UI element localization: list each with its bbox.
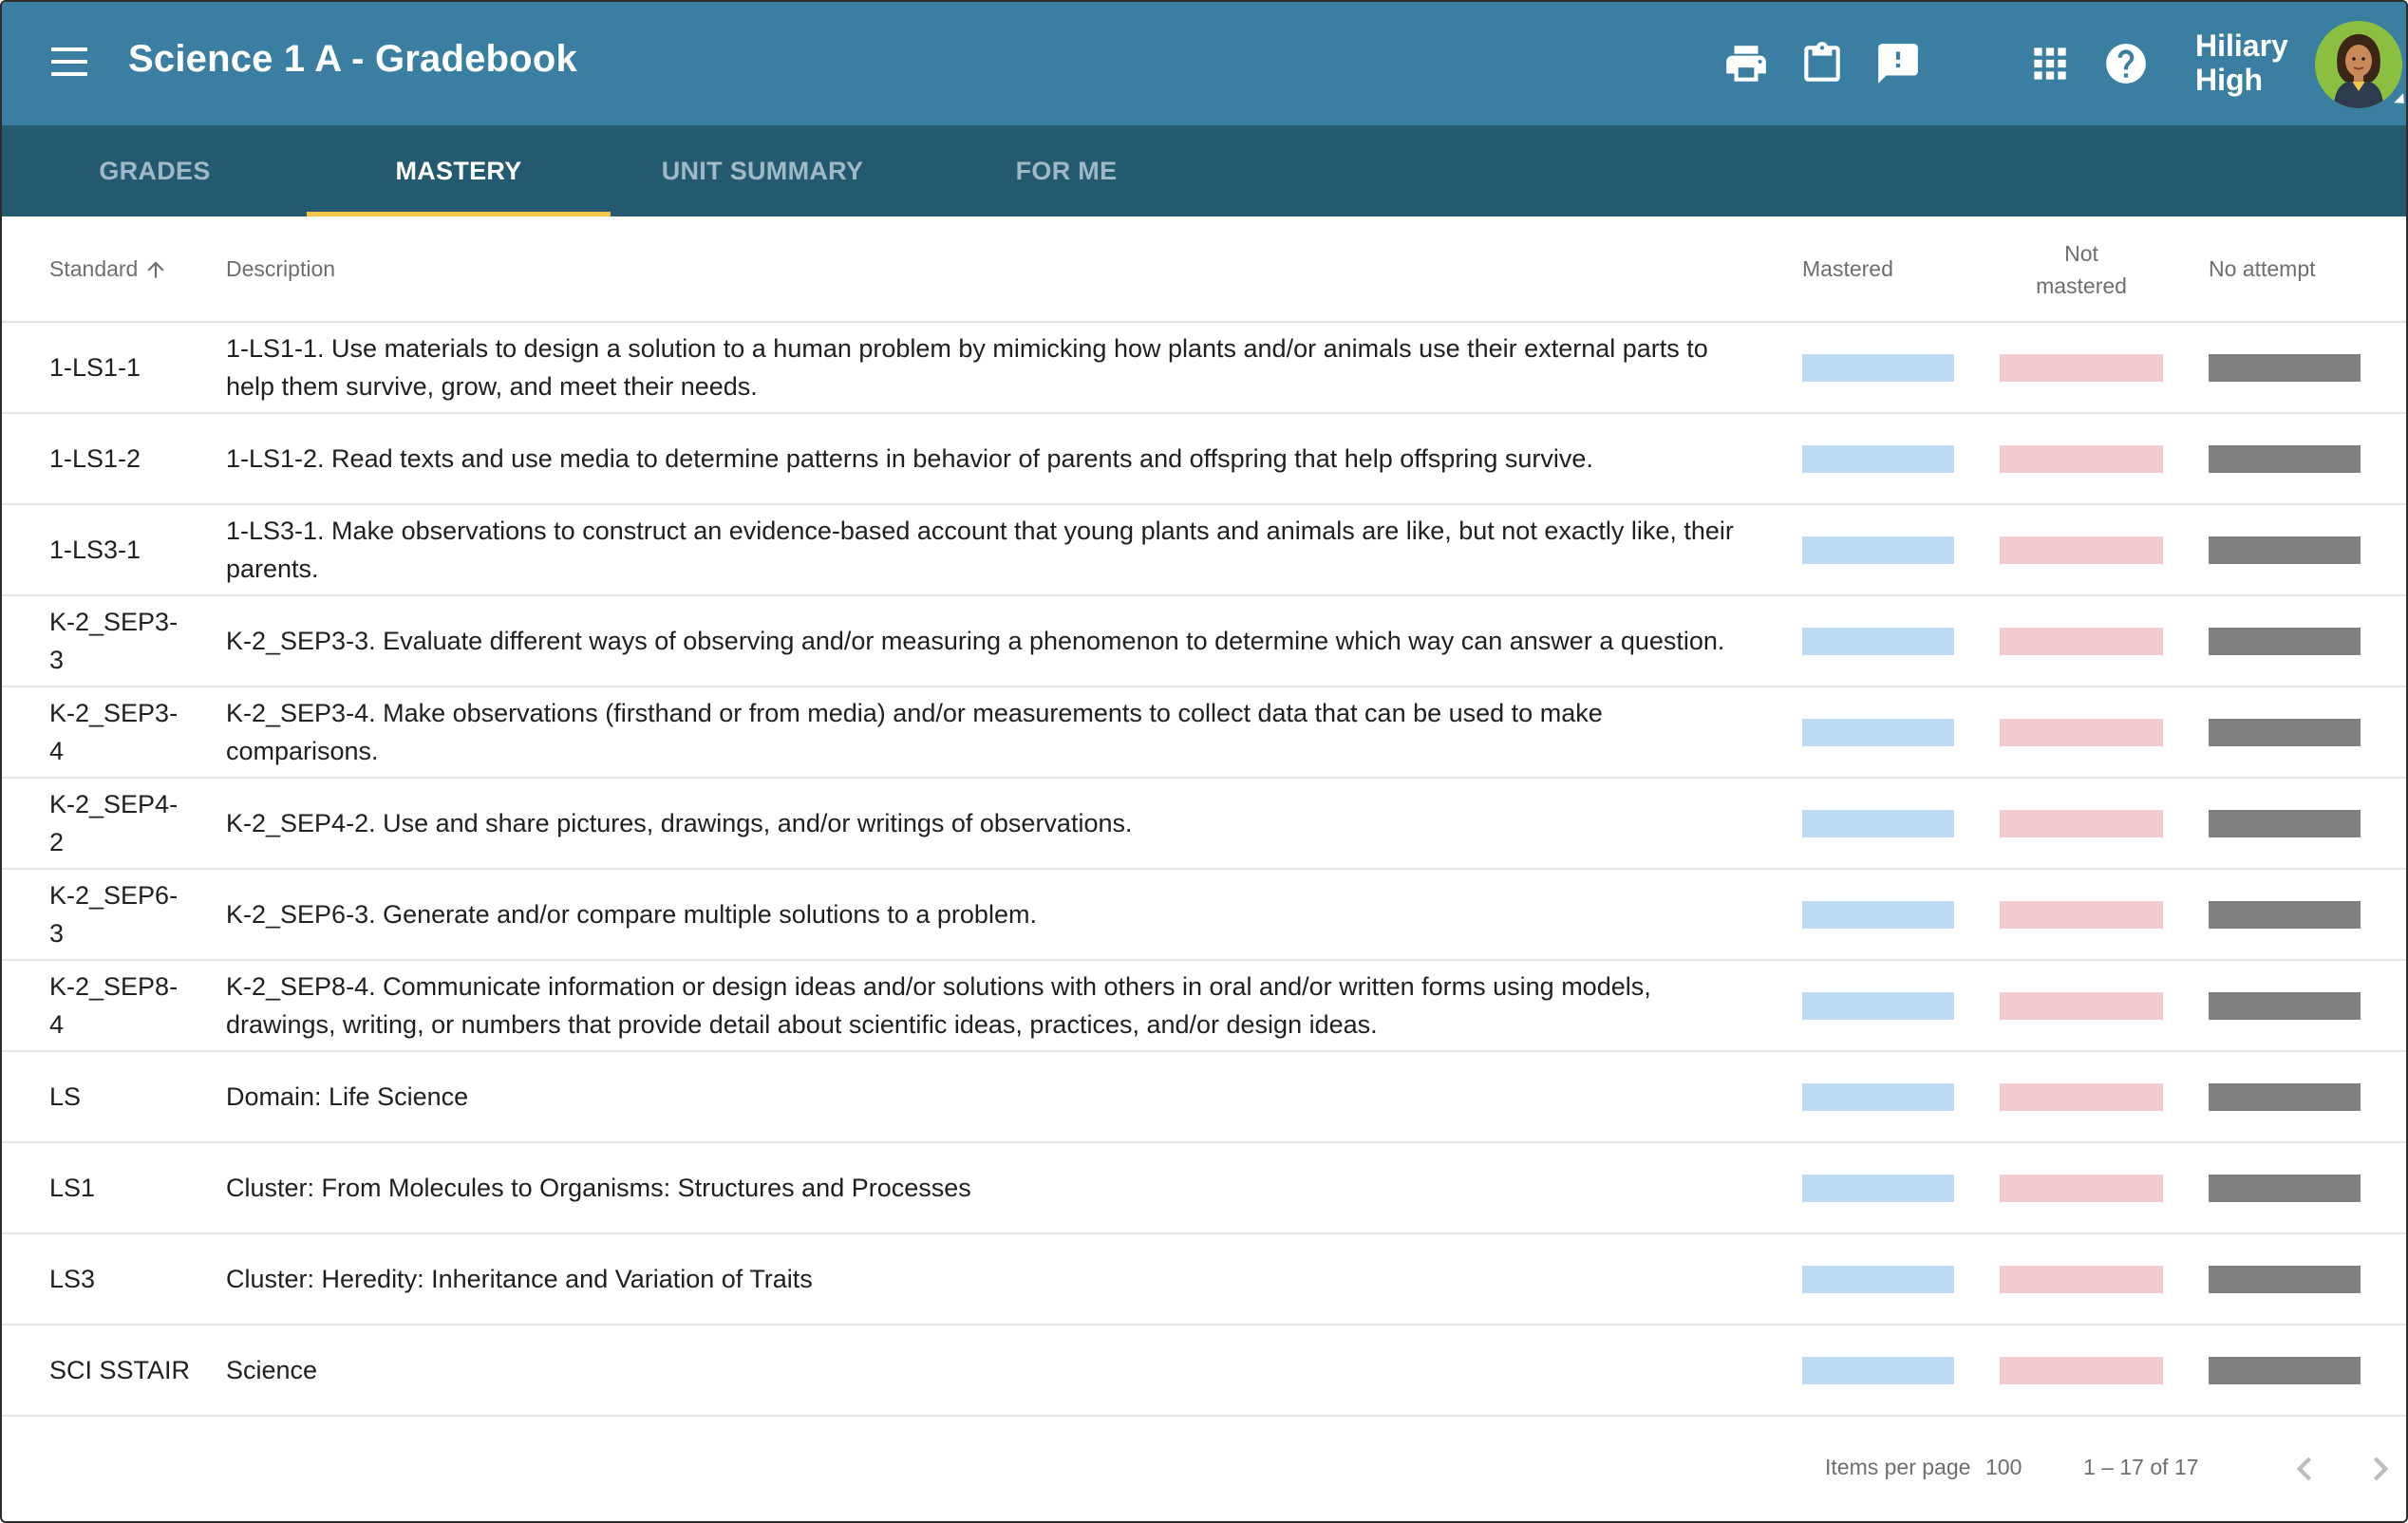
no-attempt-bar	[2209, 810, 2361, 837]
table-row[interactable]	[2, 1052, 2408, 1143]
print-icon[interactable]	[1722, 40, 1770, 87]
column-header-no-attempt: No attempt	[2209, 256, 2316, 281]
mastered-bar	[1802, 1357, 1954, 1384]
items-per-page-label: Items per page	[1825, 1455, 1971, 1479]
not-mastered-bar	[2000, 1357, 2163, 1384]
apps-grid-icon[interactable]	[2026, 40, 2074, 87]
table-row[interactable]	[2, 1326, 2408, 1417]
not-mastered-bar	[2000, 536, 2163, 564]
no-attempt-bar	[2209, 1357, 2361, 1384]
no-attempt-bar	[2209, 354, 2361, 382]
standard-cell: LS	[49, 1082, 82, 1111]
column-header-description: Description	[226, 256, 336, 281]
description-cell: K-2_SEP4-2. Use and share pictures, drawings, and/or writings of observations.	[226, 809, 1133, 837]
column-header-not-mastered-line2: mastered	[2036, 273, 2127, 298]
standard-cell: K-2_SEP4-2	[49, 790, 179, 856]
column-header-standard-label: Standard	[49, 256, 139, 281]
description-cell: Cluster: Heredity: Inheritance and Variation of Traits	[226, 1265, 813, 1293]
no-attempt-bar	[2209, 628, 2361, 655]
column-header-not-mastered	[2000, 237, 2163, 302]
standard-cell: K-2_SEP8-4	[49, 972, 179, 1039]
table-row[interactable]	[2, 961, 2408, 1052]
standard-cell: K-2_SEP6-3	[49, 881, 179, 948]
table-row[interactable]	[2, 505, 2408, 596]
previous-page-button[interactable]	[2281, 1445, 2328, 1493]
table-row[interactable]	[2, 596, 2408, 687]
clipboard-icon[interactable]	[1798, 40, 1846, 87]
table-row[interactable]	[2, 323, 2408, 414]
avatar-caret-icon	[2394, 93, 2408, 108]
table-header	[2, 216, 2408, 323]
description-cell: Science	[226, 1356, 318, 1384]
not-mastered-bar	[2000, 445, 2163, 473]
standard-cell: 1-LS3-1	[49, 536, 141, 564]
not-mastered-bar	[2000, 992, 2163, 1020]
no-attempt-bar	[2209, 536, 2361, 564]
not-mastered-bar	[2000, 901, 2163, 929]
tab-bar	[2, 125, 2408, 216]
not-mastered-bar	[2000, 810, 2163, 837]
page-title: Science 1 A - Gradebook	[128, 38, 577, 80]
standard-cell: 1-LS1-2	[49, 444, 141, 473]
school-name-line2: High	[2195, 63, 2264, 97]
not-mastered-bar	[2000, 719, 2163, 746]
paginator	[2, 1417, 2408, 1523]
table-row[interactable]	[2, 687, 2408, 779]
feedback-icon[interactable]	[1874, 40, 1922, 87]
mastered-bar	[1802, 354, 1954, 382]
user-avatar-icon	[2315, 21, 2402, 108]
table-row[interactable]	[2, 870, 2408, 961]
table-row[interactable]	[2, 414, 2408, 505]
mastered-bar	[1802, 719, 1954, 746]
description-cell: Cluster: From Molecules to Organisms: Structures and Processes	[226, 1174, 971, 1202]
standard-cell: K-2_SEP3-4	[49, 699, 179, 765]
mastered-bar	[1802, 1175, 1954, 1202]
mastered-bar	[1802, 901, 1954, 929]
table-body	[2, 323, 2408, 1417]
mastered-bar	[1802, 628, 1954, 655]
mastered-bar	[1802, 992, 1954, 1020]
mastered-bar	[1802, 1083, 1954, 1111]
tab-unit-summary[interactable]: UNIT SUMMARY	[661, 156, 864, 185]
no-attempt-bar	[2209, 719, 2361, 746]
description-cell: Domain: Life Science	[226, 1082, 469, 1111]
standard-cell: LS1	[49, 1174, 96, 1202]
tab-for-me[interactable]: FOR ME	[1015, 156, 1118, 185]
school-name	[2195, 28, 2288, 97]
mastered-bar	[1802, 445, 1954, 473]
items-per-page-select[interactable]: 100	[1985, 1455, 2022, 1479]
not-mastered-bar	[2000, 628, 2163, 655]
column-header-mastered: Mastered	[1802, 256, 1893, 281]
sort-ascending-icon	[143, 257, 168, 282]
no-attempt-bar	[2209, 1175, 2361, 1202]
standard-cell: 1-LS1-1	[49, 353, 141, 382]
table-row[interactable]	[2, 1234, 2408, 1326]
column-header-not-mastered-line1: Not	[2064, 241, 2098, 266]
tab-mastery[interactable]: MASTERY	[307, 125, 611, 216]
page-range: 1 – 17 of 17	[2083, 1455, 2199, 1479]
not-mastered-bar	[2000, 1175, 2163, 1202]
standard-cell: SCI SSTAIR	[49, 1356, 191, 1384]
description-cell: K-2_SEP6-3. Generate and/or compare multiple solutions to a problem.	[226, 900, 1037, 929]
no-attempt-bar	[2209, 1266, 2361, 1293]
not-mastered-bar	[2000, 1083, 2163, 1111]
description-cell: K-2_SEP3-4. Make observations (firsthand or from media) and/or measurements to collect data that can be used to make comparisons.	[226, 699, 1603, 765]
chevron-right-icon	[2357, 1445, 2404, 1493]
no-attempt-bar	[2209, 445, 2361, 473]
help-icon[interactable]	[2102, 40, 2150, 87]
chevron-left-icon	[2281, 1445, 2328, 1493]
description-cell: K-2_SEP3-3. Evaluate different ways of observing and/or measuring a phenomenon to determine which way can answer a question.	[226, 627, 1725, 655]
no-attempt-bar	[2209, 992, 2361, 1020]
tab-grades[interactable]: GRADES	[99, 156, 211, 185]
column-header-standard[interactable]	[49, 256, 168, 282]
mastered-bar	[1802, 536, 1954, 564]
menu-icon[interactable]	[51, 47, 89, 80]
no-attempt-bar	[2209, 1083, 2361, 1111]
no-attempt-bar	[2209, 901, 2361, 929]
avatar[interactable]	[2315, 21, 2402, 108]
mastery-table	[2, 216, 2408, 1417]
standard-cell: LS3	[49, 1265, 96, 1293]
mastered-bar	[1802, 1266, 1954, 1293]
not-mastered-bar	[2000, 354, 2163, 382]
table-row[interactable]	[2, 1143, 2408, 1234]
not-mastered-bar	[2000, 1266, 2163, 1293]
description-cell: K-2_SEP8-4. Communicate information or design ideas and/or solutions with others in oral and/or written forms using models, drawings, writing, or numbers that provide detail about scientific ideas, practices, and/or design ideas.	[226, 972, 1651, 1039]
table-row[interactable]	[2, 779, 2408, 870]
standard-cell: K-2_SEP3-3	[49, 608, 179, 674]
description-cell: 1-LS1-1. Use materials to design a solution to a human problem by mimicking how plants and/or animals use their external parts to help them survive, grow, and meet their needs.	[226, 334, 1708, 401]
next-page-button[interactable]	[2357, 1445, 2404, 1493]
school-name-line1: Hiliary	[2195, 28, 2288, 63]
description-cell: 1-LS1-2. Read texts and use media to determine patterns in behavior of parents and offspring that help offspring survive.	[226, 444, 1593, 473]
app-bar	[2, 2, 2408, 125]
description-cell: 1-LS3-1. Make observations to construct an evidence-based account that young plants and animals are like, but not exactly like, their parents.	[226, 517, 1734, 583]
mastered-bar	[1802, 810, 1954, 837]
